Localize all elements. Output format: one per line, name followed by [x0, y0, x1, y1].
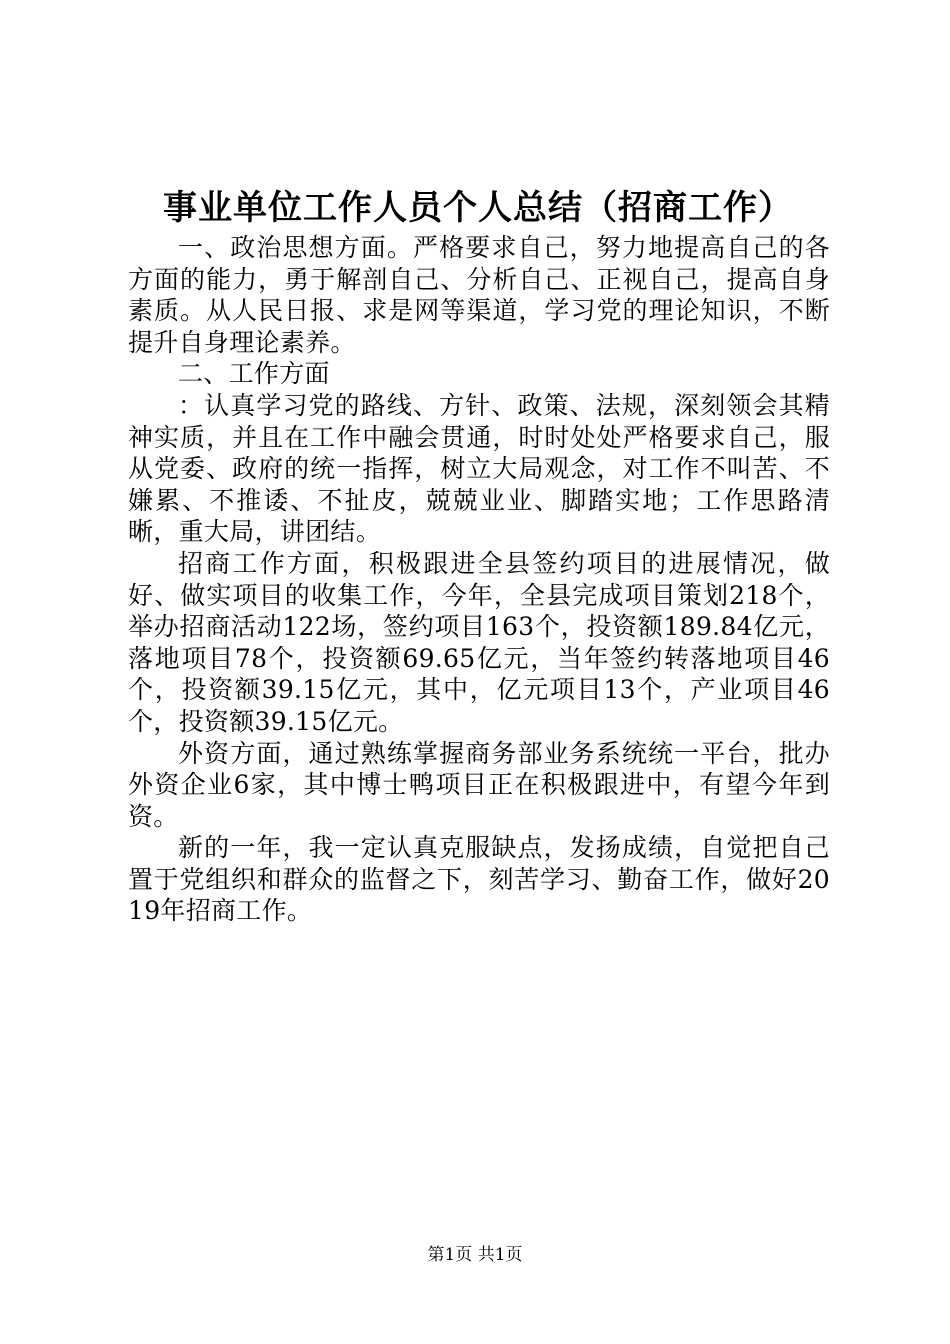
paragraph-foreign-capital: 外资方面，通过熟练掌握商务部业务系统统一平台，批办外资企业6家，其中博士鸭项目正在积极跟进中，有望今年到资。	[128, 738, 830, 831]
document-title: 事业单位工作人员个人总结（招商工作）	[163, 188, 793, 228]
document-body	[128, 232, 830, 927]
paragraph-work: ：认真学习党的路线、方针、政策、法规，深刻领会其精神实质，并且在工作中融会贯通，时时处处严格要求自己，服从党委、政府的统一指挥，树立大局观念，对工作不叫苦、不嫌累、不推诿、不扯皮，兢兢业业、脚踏实地；工作思路清晰，重大局，讲团结。	[128, 390, 830, 547]
paragraph-investment: 招商工作方面，积极跟进全县签约项目的进展情况，做好、做实项目的收集工作，今年，全县完成项目策划218个，举办招商活动122场，签约项目163个，投资额189.84亿元，落地项目78个，投资额69.65亿元，当年签约转落地项目46个，投资额39.15亿元，其中，亿元项目13个，产业项目46个，投资额39.15亿元。	[128, 548, 830, 736]
page-number-footer: 第1页 共1页	[427, 1245, 523, 1265]
paragraph-work-heading: 二、工作方面	[178, 359, 330, 389]
paragraph-political: 一、政治思想方面。严格要求自己，努力地提高自己的各方面的能力，勇于解剖自己、分析自己、正视自己，提高自身素质。从人民日报、求是网等渠道，学习党的理论知识，不断提升自身理论素养。	[128, 233, 830, 357]
paragraph-new-year: 新的一年，我一定认真克服缺点，发扬成绩，自觉把自己置于党组织和群众的监督之下，刻苦学习、勤奋工作，做好2019年招商工作。	[128, 833, 830, 926]
